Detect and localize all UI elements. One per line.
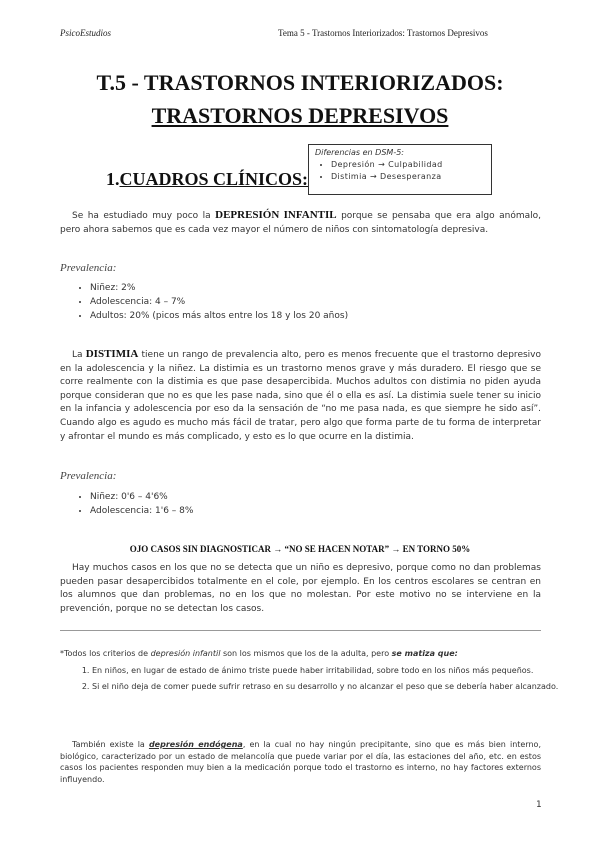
dsm-differences-box: [308, 144, 492, 195]
term-distimia: DISTIMIA: [85, 348, 139, 360]
title-line-2: TRASTORNOS DEPRESIVOS: [151, 103, 449, 128]
header-left: PsicoEstudios: [60, 28, 111, 38]
section-number: 1.: [106, 169, 120, 189]
paragraph-casos-sin-diagnosticar: Hay muchos casos en los que no se detecta que un niño es depresivo, porque como no dan problemas pueden pasar desapercibidos totalmente en el cole, por ejemplo. En los centros escolares se centran en los alumnos que dan problemas, no en los que no molestan. Por este motivo no se interviene en la prevención, porque no se detectan los casos.: [60, 563, 541, 614]
list-item: 1. En niños, en lugar de estado de ánimo triste puede haber irritabilidad, sobre todo en los niños más pequeños.: [92, 665, 573, 677]
list-item: • Niñez: 2%: [90, 281, 348, 295]
section-title: CUADROS CLÍNICOS:: [119, 169, 309, 189]
prevalence-list: [60, 490, 193, 518]
page-number: 1: [536, 800, 542, 810]
prevalence-list: [60, 281, 348, 323]
header-right: Tema 5 - Trastornos Interiorizados: Trastornos Depresivos: [278, 28, 488, 38]
prevalence-label: Prevalencia:: [60, 470, 117, 482]
divider: [60, 630, 541, 631]
term-depresion-infantil: DEPRESIÓN INFANTIL: [215, 209, 337, 221]
paragraph-depresion-infantil: Se ha estudiado muy poco la DEPRESIÓN INFANTIL porque se pensaba que era algo anómalo, pero ahora sabemos que es cada vez mayor el número de niños con sintomatología depresiva.: [60, 209, 541, 235]
paragraph-depresion-endogena: También existe la depresión endógena, en la cual no hay ningún precipitante, sino que es más bien interno, biológico, caracterizado por un estado de melancolía que puede variar por el día, las estaciones del año, etc. en estos casos los pacientes responden muy bien a la medicación porque todo el trastorno es interno, no hay factores externos influyendo.: [60, 740, 541, 784]
list-item: 2. Si el niño deja de comer puede sufrir retraso en su desarrollo y no alcanzar el peso que se debería haber alcanzado.: [92, 681, 573, 693]
ojo-heading: OJO CASOS SIN DIAGNOSTICAR → “NO SE HACEN NOTAR” → EN TORNO 50%: [129, 544, 471, 554]
term-depresion-endogena: depresión endógena: [148, 740, 243, 749]
paragraph-distimia: La DISTIMIA tiene un rango de prevalencia alto, pero es menos frecuente que el trastorno depresivo en la adolescencia y la niñez. La distimia es un trastorno menos grave y más duradero. El riesgo que se corre realmente con la distimia es que pase desapercibida. Muchos adultos con distimia no piden ayuda porque consideran que no es que les pase nada, sino que él o ella es así. La distimia suele tener su inicio en la infancia y adolescencia por eso da la sensación de “no me pasa nada, es que siempre he sido así”. Cuando algo es agudo es mucho más fácil de tratar, pero algo que forma parte de tu forma de interpretar y afrontar el mundo es más complicado, y esto es lo que ocurre en la distimia.: [60, 348, 541, 442]
section-heading: [106, 169, 308, 190]
footnote: *Todos los criterios de depresión infantil son los mismos que los de la adulta, pero se matiza que:: [60, 649, 458, 658]
title-line-1: T.5 - TRASTORNOS INTERIORIZADOS:: [96, 70, 504, 95]
criteria-list: [60, 665, 573, 696]
list-item: • Adolescencia: 1'6 – 8%: [90, 504, 193, 518]
box-title: Diferencias en DSM-5:: [315, 148, 404, 157]
box-item: • Depresión → Culpabilidad: [331, 160, 485, 169]
list-item: • Niñez: 0'6 – 4'6%: [90, 490, 193, 504]
list-item: • Adolescencia: 4 – 7%: [90, 295, 348, 309]
prevalence-label: Prevalencia:: [60, 262, 117, 274]
list-item: • Adultos: 20% (picos más altos entre los 18 y los 20 años): [90, 309, 348, 323]
box-item: • Distimia → Desesperanza: [331, 172, 485, 181]
